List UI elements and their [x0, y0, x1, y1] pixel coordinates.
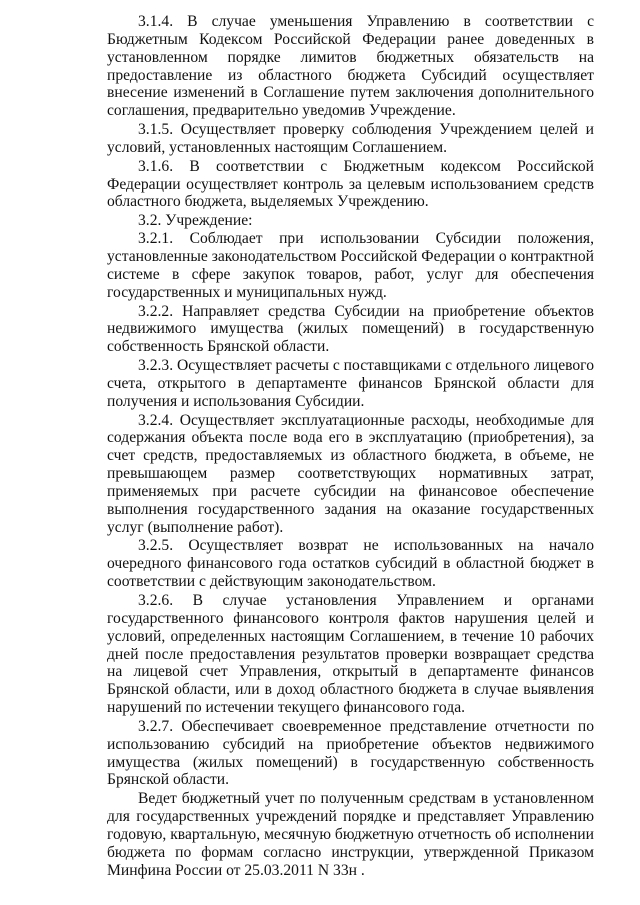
paragraph-3-1-4: 3.1.4. В случае уменьшения Управлению в соответствии с Бюджетным Кодексом Российской Федерации ранее доведенных в установленном порядке лимитов бюджетных обязательств на предоставление из областного бюджета Субсидий осуществляет внесение изменений в Соглашение путем заключения дополнительного соглашения, предварительно уведомив Учреждение. [107, 13, 594, 120]
paragraph-budget-accounting: Ведет бюджетный учет по полученным средствам в установленном для государственных учреждений порядке и представляет Управлению годовую, квартальную, месячную бюджетную отчетность об исполнении бюджета по формам согласно инструкции, утвержденной Приказом Минфина России от 25.03.2011 N 33н . [107, 790, 594, 879]
paragraph-3-2-5: 3.2.5. Осуществляет возврат не использованных на начало очередного финансового года остатков субсидий в областной бюджет в соответствии с действующим законодательством. [107, 537, 594, 591]
paragraph-3-2-7: 3.2.7. Обеспечивает своевременное представление отчетности по использованию субсидий на приобретение объектов недвижимого имущества (жилых помещений) в государственную собственность Брянской области. [107, 717, 594, 789]
paragraph-3-2-6: 3.2.6. В случае установления Управлением и органами государственного финансового контроля фактов нарушения целей и условий, определенных настоящим Соглашением, в течение 10 рабочих дней после предоставления результатов проверки возвращает средства на лицевой счет Управления, открытый в департаменте финансов Брянской области, или в доход областного бюджета в случае выявления нарушений по истечении текущего финансового года. [107, 592, 594, 717]
paragraph-3-2-2: 3.2.2. Направляет средства Субсидии на приобретение объектов недвижимого имущества (жилых помещений) в государственную собственность Брянской области. [107, 302, 594, 356]
paragraph-3-1-6: 3.1.6. В соответствии с Бюджетным кодексом Российской Федерации осуществляет контроль за целевым использованием средств областного бюджета, выделяемых Учреждению. [107, 157, 594, 211]
paragraph-3-2-heading: 3.2. Учреждение: [138, 212, 253, 230]
paragraph-3-2-3: 3.2.3. Осуществляет расчеты с поставщиками с отдельного лицевого счета, открытого в департаменте финансов Брянской области для получения и использования Субсидии. [107, 357, 594, 410]
paragraph-3-2-1: 3.2.1. Соблюдает при использовании Субсидии положения, установленные законодательством Российской Федерации о контрактной системе в сфере закупок товаров, работ, услуг для обеспечения государственных и муниципальных нужд. [107, 230, 594, 301]
paragraph-3-2-4: 3.2.4. Осуществляет эксплуатационные расходы, необходимые для содержания объекта после вода его в эксплуатацию (приобретения), за счет средств, предоставляемых из областного бюджета, в объеме, не превышающем размер соответствующих нормативных затрат, применяемых при расчете субсидии на финансовое обеспечение выполнения государственного задания на оказание государственных услуг (выполнение работ). [107, 411, 594, 536]
paragraph-3-1-5: 3.1.5. Осуществляет проверку соблюдения Учреждением целей и условий, установленных настоящим Соглашением. [107, 121, 594, 156]
